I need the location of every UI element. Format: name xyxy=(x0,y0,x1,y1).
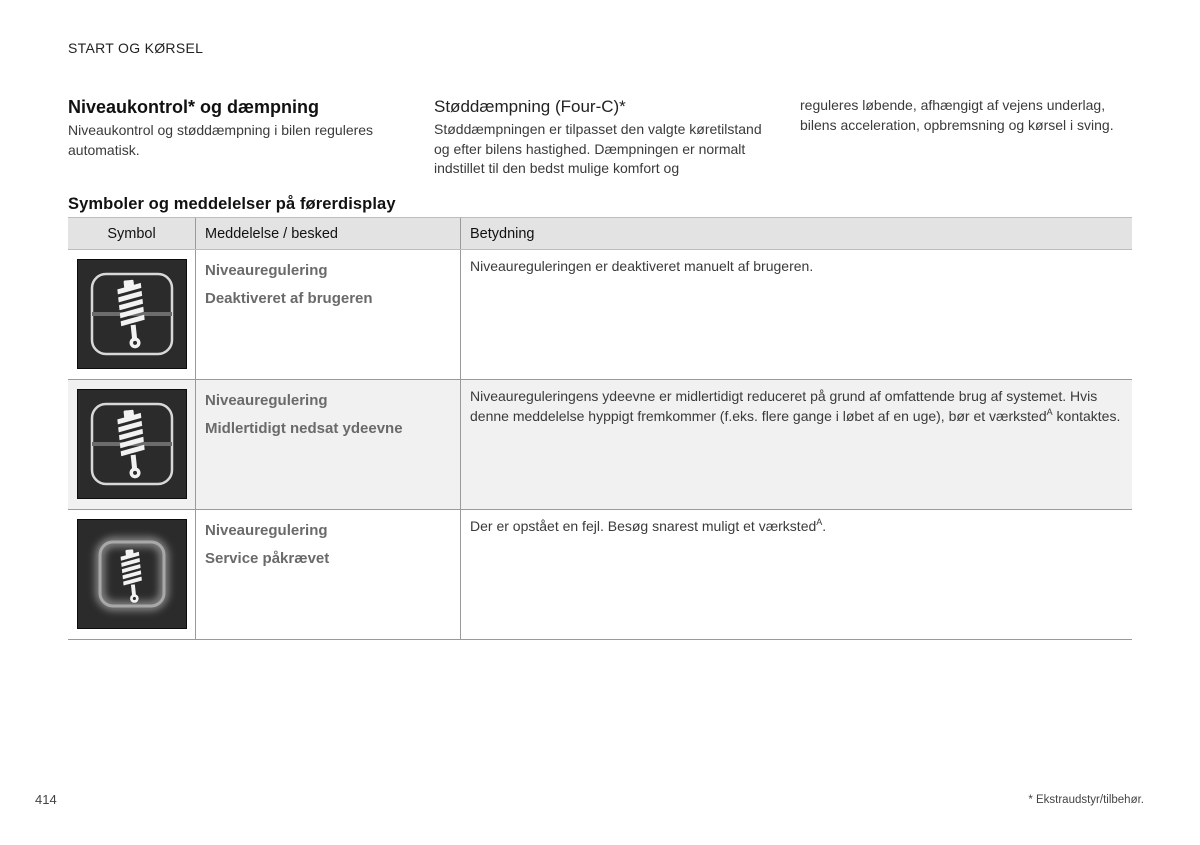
damping-body: Støddæmpningen er tilpasset den valgte køretilstand og efter bilens hastighed. Dæmpningen er normalt indstillet til den bedst mulige komfort og xyxy=(434,121,762,176)
meaning-part: kontaktes. xyxy=(1052,408,1121,424)
message-cell xyxy=(196,250,461,380)
damping-continued: reguleres løbende, afhængigt af vejens underlag, bilens acceleration, opbremsning og kørsel i sving. xyxy=(800,97,1114,133)
section-header: START OG KØRSEL xyxy=(68,40,204,56)
messages-table xyxy=(68,217,1132,640)
table-header-row xyxy=(68,218,1132,250)
table-title: Symboler og meddelelser på førerdisplay xyxy=(68,195,396,213)
message-title: Niveauregulering xyxy=(205,392,328,409)
footnote-marker: A xyxy=(1046,407,1053,417)
intro-body: Niveaukontrol og støddæmpning i bilen reguleres automatisk. xyxy=(68,122,374,158)
meaning-cell xyxy=(461,510,1133,640)
meaning-cell xyxy=(461,380,1133,510)
damping-column xyxy=(434,96,770,179)
header-message: Meddelelse / besked xyxy=(196,218,461,250)
meaning-part: Der er opstået en fejl. Besøg snarest muligt et værksted xyxy=(470,518,817,534)
table-row xyxy=(68,250,1132,380)
footnote: * Ekstraudstyr/tilbehør. xyxy=(1028,794,1144,806)
meaning-part: Niveaureguleringens ydeevne er midlertidigt reduceret på grund af omfattende brug af systemet. Hvis denne meddelelse hyppigt fremkommer (f.eks. flere gange i løbet af en uge), bør et værksted xyxy=(470,388,1098,424)
message-detail: Midlertidigt nedsat ydeevne xyxy=(205,420,403,437)
message-title: Niveauregulering xyxy=(205,262,328,279)
suspension-spring-warning-icon xyxy=(77,519,187,629)
table-row xyxy=(68,380,1132,510)
meaning-part: . xyxy=(822,518,827,534)
footnote-marker: A xyxy=(816,517,823,527)
meaning-text xyxy=(461,380,1132,426)
header-symbol: Symbol xyxy=(68,218,196,250)
symbol-cell xyxy=(68,380,196,510)
meaning-text xyxy=(461,510,1132,536)
message-cell xyxy=(196,510,461,640)
damping-continued-column xyxy=(800,96,1140,135)
header-meaning: Betydning xyxy=(461,218,1133,250)
message-detail: Service påkrævet xyxy=(205,550,330,567)
page-number: 414 xyxy=(35,792,57,807)
symbol-cell xyxy=(68,510,196,640)
intro-heading: Niveaukontrol* og dæmpning xyxy=(68,97,320,117)
intro-column xyxy=(68,96,398,160)
message-title: Niveauregulering xyxy=(205,522,328,539)
table-row xyxy=(68,510,1132,640)
meaning-text: Niveaureguleringen er deaktiveret manuelt af brugeren. xyxy=(470,258,814,274)
damping-heading: Støddæmpning (Four-C)* xyxy=(434,97,626,116)
suspension-spring-icon xyxy=(77,259,187,369)
meaning-cell xyxy=(461,250,1133,380)
suspension-spring-icon xyxy=(77,389,187,499)
message-detail: Deaktiveret af brugeren xyxy=(205,290,373,307)
symbol-cell xyxy=(68,250,196,380)
message-cell xyxy=(196,380,461,510)
